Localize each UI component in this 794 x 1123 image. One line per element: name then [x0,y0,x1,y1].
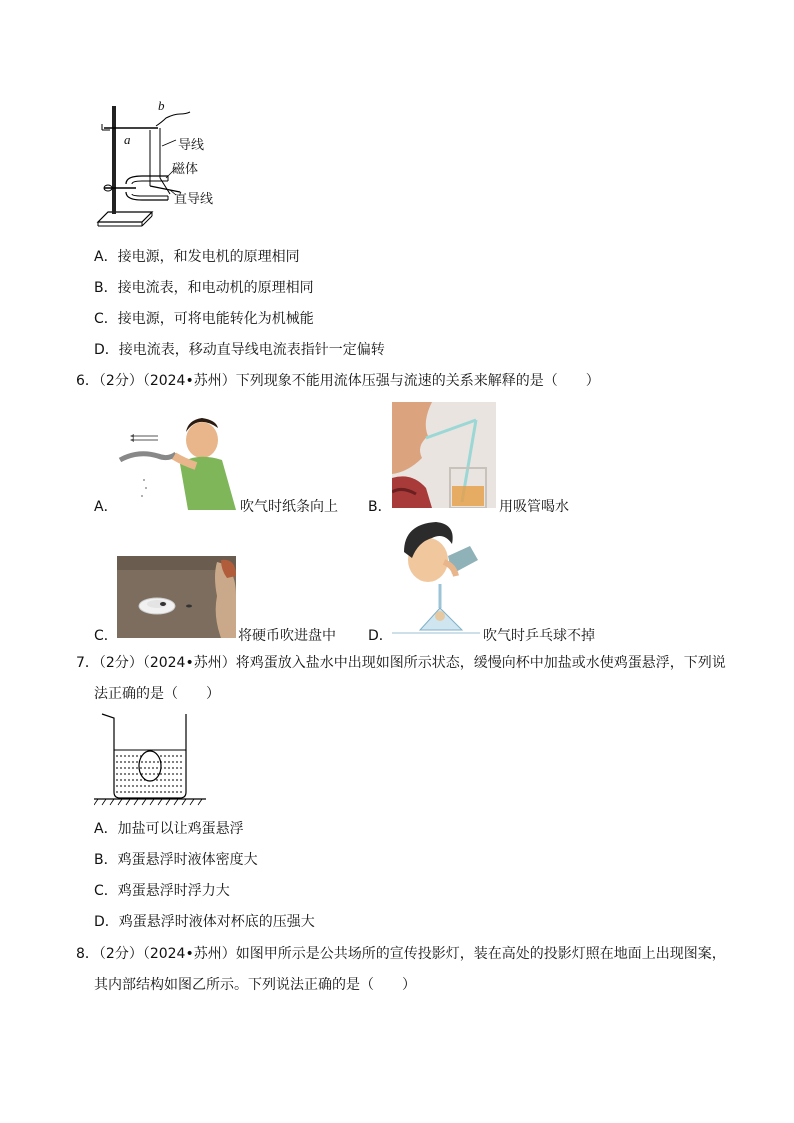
option-key: D． [94,914,119,930]
option-key: B． [368,499,392,515]
q6-image-a-blowing-paper [118,410,238,510]
option-key: A． [94,249,118,265]
q6-option-a [94,498,118,516]
option-key: B． [94,280,118,296]
q5-option-a [94,248,300,266]
q7-stem-line2: 法正确的是（ ） [94,686,220,702]
option-text: 鸡蛋悬浮时液体对杯底的压强大 [118,914,315,930]
q7-option-b [94,851,258,869]
q5-option-c [94,310,314,328]
q7-option-a [94,820,244,838]
q7-beaker-egg-figure [94,710,208,806]
q7-option-d [94,913,315,931]
q6-image-c-coin-dish [117,556,236,638]
q6-caption-d: 吹气时乒乓球不掉 [483,628,595,644]
option-key: A． [94,821,118,837]
label-b: b [158,98,165,113]
q6-stem: 6．（2分）（2024•苏州）下列现象不能用流体压强与流速的关系来解释的是（ ） [76,373,600,389]
q6-image-d-ping-pong-funnel [392,516,480,638]
q8-stem-line1: 8．（2分）（2024•苏州）如图甲所示是公共场所的宣传投影灯，装在高处的投影灯照在地面上出现图案， [76,946,726,962]
option-text: 加盐可以让鸡蛋悬浮 [117,821,244,837]
q6-image-b-drinking-straw [392,402,496,508]
option-text: 鸡蛋悬浮时浮力大 [117,883,230,899]
q6-caption-b: 用吸管喝水 [499,499,569,515]
q5-option-d [94,341,385,359]
option-text: 鸡蛋悬浮时液体密度大 [117,852,258,868]
q6-caption-c: 将硬币吹进盘中 [238,628,336,644]
option-key: C． [94,883,118,899]
option-text: 接电源，和发电机的原理相同 [117,249,300,265]
label-wire: 导线 [178,138,205,153]
q7-option-c [94,882,230,900]
q6-option-d [368,627,393,645]
option-key: C． [94,628,118,644]
label-magnet: 磁体 [172,162,199,177]
q6-caption-a: 吹气时纸条向上 [240,499,338,515]
q5-apparatus-figure [96,100,236,230]
q6-option-c [94,627,118,645]
beaker-diagram [94,710,208,806]
option-text: 接电流表，移动直导线电流表指针一定偏转 [118,342,385,358]
q8-stem-line2: 其内部结构如图乙所示。下列说法正确的是（ ） [94,977,416,993]
option-key: D． [368,628,393,644]
option-key: A． [94,499,118,515]
q7-stem-line1: 7．（2分）（2024•苏州）将鸡蛋放入盐水中出现如图所示状态，缓慢向杯中加盐或水使鸡蛋悬浮，下列说 [76,655,726,671]
option-text: 接电源，可将电能转化为机械能 [117,311,314,327]
q5-option-b [94,279,314,297]
option-key: B． [94,852,118,868]
option-text: 接电流表，和电动机的原理相同 [117,280,314,296]
q6-option-b [368,498,392,516]
label-a: a [124,132,131,147]
label-straight-wire: 直导线 [174,192,214,207]
option-key: D． [94,342,119,358]
option-key: C． [94,311,118,327]
iron-stand-diagram [96,100,236,230]
